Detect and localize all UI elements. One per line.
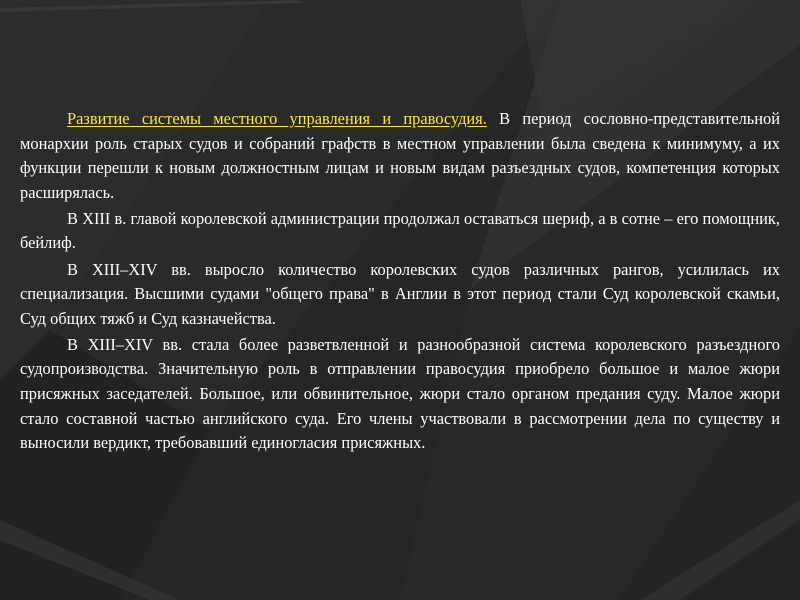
paragraph-2: В XIII в. главой королевской администрации продолжал оставаться шериф, а в сотне – его помощник, бейлиф. — [20, 208, 780, 253]
text-body — [20, 107, 780, 456]
paragraph-3: В XIII–XIV вв. выросло количество королевских судов различных рангов, усилилась их специализация. Высшими судами "общего права" в Англии в этот период стали Суд королевской скамьи, Суд общих тяжб и Суд казначейства. — [20, 259, 780, 328]
paragraph-1 — [20, 107, 780, 205]
section-heading-link[interactable]: Развитие системы местного управления и правосудия. — [67, 109, 487, 128]
paragraph-1-text: В период сословно-представительной монархии роль старых судов и собраний графств в местном управлении была сведена к минимуму, а их функции перешли к новым должностным лицам и новым видам разъездных судов, компетенция которых расширялась. — [20, 109, 780, 202]
paragraph-4: В XIII–XIV вв. стала более разветвленной и разнообразной система королевского разъездного судопроизводства. Значительную роль в отправлении правосудия приобрело большое и малое жюри присяжных заседателей. Большое, или обвинительное, жюри стало органом предания суду. Малое жюри стало составной частью английского суда. Его члены участвовали в рассмотрении дела по существу и выносили вердикт, требовавший единогласия присяжных. — [20, 334, 780, 453]
